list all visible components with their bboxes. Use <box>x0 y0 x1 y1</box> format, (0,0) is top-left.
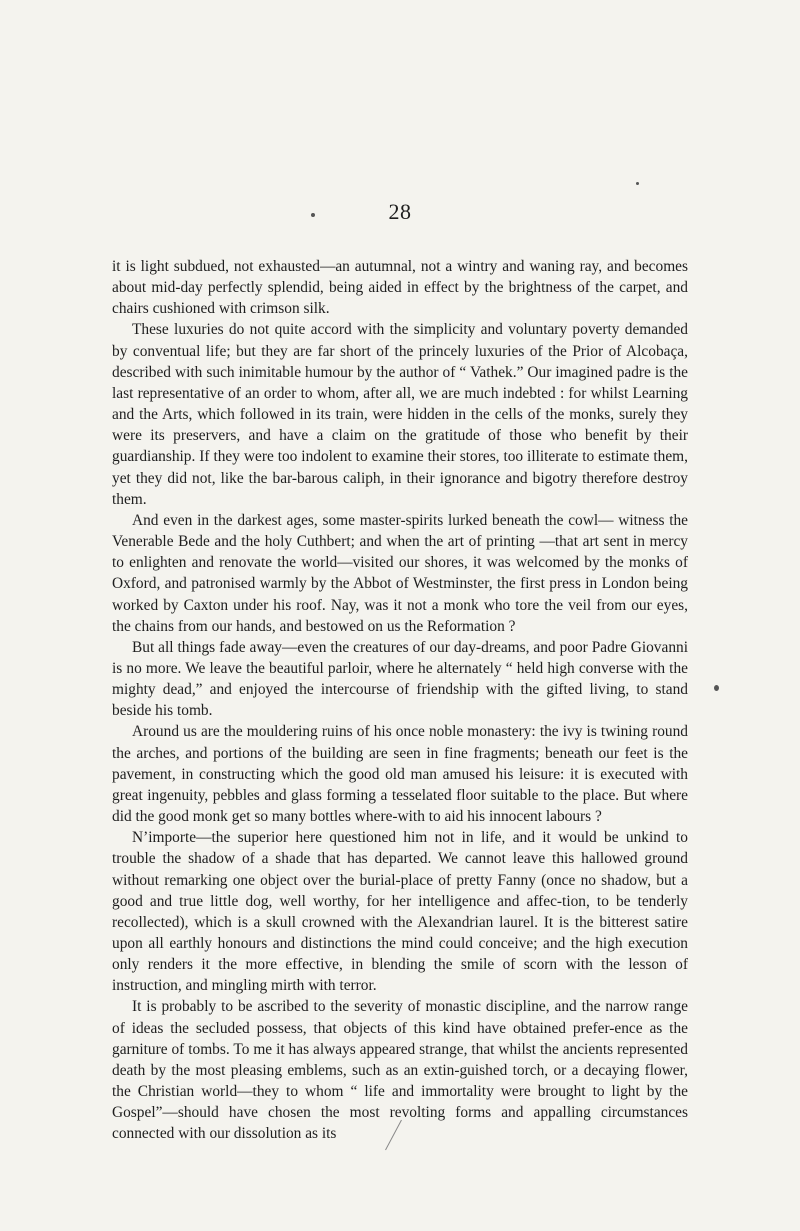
paragraph-1: it is light subdued, not exhausted—an autumnal, not a wintry and waning ray, and becomes about mid-day perfectly splendid, being aided in effect by the brightness of the carpet, and chairs cushioned with crimson silk. <box>112 258 688 318</box>
paragraph-3: And even in the darkest ages, some master-spirits lurked beneath the cowl— witness the Venerable Bede and the holy Cuthbert; and when the art of printing —that art sent in mercy to enlighten and renovate the world—visited our shores, it was welcomed by the monks of Oxford, and patronised warmly by the Abbot of Westminster, the first press in London being worked by Caxton under his roof. Nay, was it not a monk who tore the veil from our eyes, the chains from our hands, and bestowed on us the Reformation ? <box>112 511 688 635</box>
paragraph-2: These luxuries do not quite accord with the simplicity and voluntary poverty demanded by conventual life; but they are far short of the princely luxuries of the Prior of Alcobaça, described with such inimitable humour by the author of “ Vathek.” Our imagined padre is the last representative of an order to whom, after all, we are much indebted : for whilst Learning and the Arts, which followed in its train, were hidden in the cells of the monks, surely they were its preservers, and have a claim on the gratitude of those who benefit by their guardianship. If they were too indolent to examine their stores, too illiterate to estimate them, yet they did not, like the bar-barous caliph, in their ignorance and bigotry therefore destroy them. <box>112 321 688 508</box>
ink-speck <box>636 182 639 185</box>
ink-speck <box>714 685 719 691</box>
paragraph-5: Around us are the mouldering ruins of his once noble monastery: the ivy is twining round the arches, and portions of the building are seen in fine fragments; beneath our feet is the pavement, in constructing which the good old man amused his leisure: it is executed with great ingenuity, pebbles and glass forming a tesselated floor suitable to the place. But where did the good monk get so many bottles where-with to aid his innocent labours ? <box>112 723 688 826</box>
body-text <box>112 256 688 1145</box>
paragraph-7: It is probably to be ascribed to the severity of monastic discipline, and the narrow range of ideas the secluded possess, that objects of this kind have obtained prefer-ence as the garniture of tombs. To me it has always appeared strange, that whilst the ancients represented death by the most pleasing emblems, such as an extin-guished torch, or a decaying flower, the Christian world—they to whom “ life and immortality were brought to light by the Gospel”—should have chosen the most revolting forms and appalling circumstances connected with our dissolution as its <box>112 998 688 1143</box>
paragraph-4: But all things fade away—even the creatures of our day-dreams, and poor Padre Giovanni is no more. We leave the beautiful parloir, where he alternately “ held high converse with the mighty dead,” and enjoyed the intercourse of friendship with the gifted living, to stand beside his tomb. <box>112 638 688 720</box>
page-number: 28 <box>388 199 412 224</box>
ink-speck <box>311 213 315 217</box>
paragraph-6: N’importe—the superior here questioned him not in life, and it would be unkind to trouble the shadow of a shade that has departed. We cannot leave this hallowed ground without remarking one object over the burial-place of pretty Fanny (once no shadow, but a good and true little dog, well worthy, for her intelligence and affec-tion, to be tenderly recollected), which is a skull crowned with the Alexandrian laurel. It is the bitterest satire upon all earthly honours and distinctions the mind could conceive; and the high execution only renders it the more effective, in blending the smile of scorn with the lesson of instruction, and mingling mirth with terror. <box>112 829 688 995</box>
